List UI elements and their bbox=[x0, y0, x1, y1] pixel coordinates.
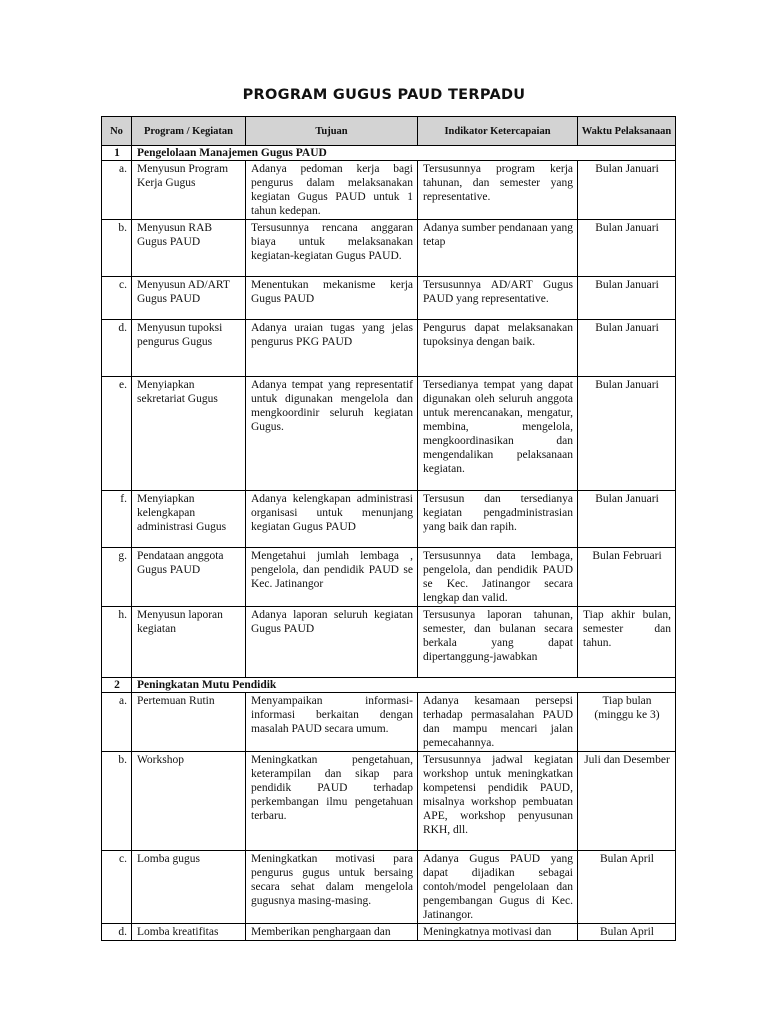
row-number: d. bbox=[102, 924, 132, 941]
tujuan-cell: Meningkatkan motivasi para pengurus gugus untuk bersaing secara sehat dalam mengelola gugusnya masing-masing. bbox=[246, 851, 418, 924]
header-no: No bbox=[102, 117, 132, 146]
indikator-cell: Tersusunnya AD/ART Gugus PAUD yang representative. bbox=[418, 277, 578, 320]
table-row bbox=[102, 491, 676, 548]
waktu-cell: Bulan April bbox=[578, 851, 676, 924]
row-number: c. bbox=[102, 277, 132, 320]
section-row bbox=[102, 678, 676, 693]
tujuan-cell: Adanya uraian tugas yang jelas pengurus PKG PAUD bbox=[246, 320, 418, 377]
program-cell: Workshop bbox=[132, 752, 246, 851]
table-header-row bbox=[102, 117, 676, 146]
program-cell: Lomba gugus bbox=[132, 851, 246, 924]
waktu-cell: Bulan Januari bbox=[578, 161, 676, 220]
table-row bbox=[102, 220, 676, 277]
row-number: b. bbox=[102, 220, 132, 277]
waktu-cell: Juli dan Desember bbox=[578, 752, 676, 851]
header-indikator: Indikator Ketercapaian bbox=[418, 117, 578, 146]
program-table bbox=[101, 116, 676, 941]
waktu-cell: Bulan Januari bbox=[578, 220, 676, 277]
program-cell: Menyiapkan kelengkapan administrasi Gugus bbox=[132, 491, 246, 548]
tujuan-cell: Mengetahui jumlah lembaga , pengelola, dan pendidik PAUD se Kec. Jatinangor bbox=[246, 548, 418, 607]
tujuan-cell: Menentukan mekanisme kerja Gugus PAUD bbox=[246, 277, 418, 320]
indikator-cell: Tersusunya laporan tahunan, semester, dan bulanan secara berkala yang dapat dipertanggung-jawabkan bbox=[418, 607, 578, 678]
row-number: f. bbox=[102, 491, 132, 548]
tujuan-cell: Meningkatkan pengetahuan, keterampilan dan sikap para pendidik PAUD terhadap perkembangan ilmu pengetahuan terbaru. bbox=[246, 752, 418, 851]
row-number: c. bbox=[102, 851, 132, 924]
indikator-cell: Adanya sumber pendanaan yang tetap bbox=[418, 220, 578, 277]
row-number: h. bbox=[102, 607, 132, 678]
row-number: a. bbox=[102, 161, 132, 220]
indikator-cell: Pengurus dapat melaksanakan tupoksinya dengan baik. bbox=[418, 320, 578, 377]
waktu-cell: Bulan Januari bbox=[578, 277, 676, 320]
waktu-cell: Tiap bulan (minggu ke 3) bbox=[578, 693, 676, 752]
waktu-cell: Tiap akhir bulan, semester dan tahun. bbox=[578, 607, 676, 678]
program-cell: Pendataan anggota Gugus PAUD bbox=[132, 548, 246, 607]
indikator-cell: Adanya Gugus PAUD yang dapat dijadikan sebagai contoh/model pengelolaan dan pengembangan Gugus di Kec. Jatinangor. bbox=[418, 851, 578, 924]
section-title: Pengelolaan Manajemen Gugus PAUD bbox=[132, 146, 676, 161]
indikator-cell: Tersusunnya data lembaga, pengelola, dan pendidik PAUD se Kec. Jatinangor secara lengkap dan valid. bbox=[418, 548, 578, 607]
tujuan-cell: Memberikan penghargaan dan bbox=[246, 924, 418, 941]
tujuan-cell: Adanya laporan seluruh kegiatan Gugus PAUD bbox=[246, 607, 418, 678]
indikator-cell: Adanya kesamaan persepsi terhadap permasalahan PAUD dan mampu mencari jalan pemecahannya. bbox=[418, 693, 578, 752]
waktu-cell: Bulan Februari bbox=[578, 548, 676, 607]
indikator-cell: Tersusunnya program kerja tahunan, dan semester yang representative. bbox=[418, 161, 578, 220]
row-number: e. bbox=[102, 377, 132, 491]
waktu-cell: Bulan Januari bbox=[578, 320, 676, 377]
table-row bbox=[102, 161, 676, 220]
section-title: Peningkatan Mutu Pendidik bbox=[132, 678, 676, 693]
tujuan-cell: Adanya kelengkapan administrasi organisasi untuk menunjang kegiatan Gugus PAUD bbox=[246, 491, 418, 548]
header-waktu: Waktu Pelaksanaan bbox=[578, 117, 676, 146]
program-cell: Lomba kreatifitas bbox=[132, 924, 246, 941]
program-cell: Menyiapkan sekretariat Gugus bbox=[132, 377, 246, 491]
page-title: PROGRAM GUGUS PAUD TERPADU bbox=[242, 87, 526, 103]
table-row bbox=[102, 924, 676, 941]
tujuan-cell: Adanya pedoman kerja bagi pengurus dalam melaksanakan kegiatan Gugus PAUD untuk 1 tahun kedepan. bbox=[246, 161, 418, 220]
program-cell: Menyusun Program Kerja Gugus bbox=[132, 161, 246, 220]
table-row bbox=[102, 320, 676, 377]
table-row bbox=[102, 752, 676, 851]
table-row bbox=[102, 851, 676, 924]
program-cell: Menyusun tupoksi pengurus Gugus bbox=[132, 320, 246, 377]
row-number: g. bbox=[102, 548, 132, 607]
section-number: 1 bbox=[102, 146, 132, 161]
tujuan-cell: Menyampaikan informasi-informasi berkaitan dengan masalah PAUD secara umum. bbox=[246, 693, 418, 752]
program-cell: Menyusun laporan kegiatan bbox=[132, 607, 246, 678]
header-program: Program / Kegiatan bbox=[132, 117, 246, 146]
row-number: d. bbox=[102, 320, 132, 377]
row-number: b. bbox=[102, 752, 132, 851]
indikator-cell: Tersedianya tempat yang dapat digunakan oleh seluruh anggota untuk merencanakan, mengatur, membina, mengelola, mengkoordinasikan dan mengendalikan pelaksanaan kegiatan. bbox=[418, 377, 578, 491]
waktu-cell: Bulan April bbox=[578, 924, 676, 941]
tujuan-cell: Adanya tempat yang representatif untuk digunakan mengelola dan mengkoordinir seluruh kegiatan Gugus. bbox=[246, 377, 418, 491]
table-row bbox=[102, 693, 676, 752]
section-row bbox=[102, 146, 676, 161]
indikator-cell: Tersusun dan tersedianya kegiatan pengadministrasian yang baik dan rapih. bbox=[418, 491, 578, 548]
header-tujuan: Tujuan bbox=[246, 117, 418, 146]
indikator-cell: Tersusunnya jadwal kegiatan workshop untuk meningkatkan kompetensi pendidik PAUD, misalnya workshop pembuatan APE, workshop penyusunan RKH, dll. bbox=[418, 752, 578, 851]
program-cell: Menyusun AD/ART Gugus PAUD bbox=[132, 277, 246, 320]
tujuan-cell: Tersusunnya rencana anggaran biaya untuk melaksanakan kegiatan-kegiatan Gugus PAUD. bbox=[246, 220, 418, 277]
indikator-cell: Meningkatnya motivasi dan bbox=[418, 924, 578, 941]
table-row bbox=[102, 377, 676, 491]
table-row bbox=[102, 548, 676, 607]
table-row bbox=[102, 277, 676, 320]
program-cell: Menyusun RAB Gugus PAUD bbox=[132, 220, 246, 277]
table-row bbox=[102, 607, 676, 678]
waktu-cell: Bulan Januari bbox=[578, 377, 676, 491]
row-number: a. bbox=[102, 693, 132, 752]
program-cell: Pertemuan Rutin bbox=[132, 693, 246, 752]
section-number: 2 bbox=[102, 678, 132, 693]
waktu-cell: Bulan Januari bbox=[578, 491, 676, 548]
